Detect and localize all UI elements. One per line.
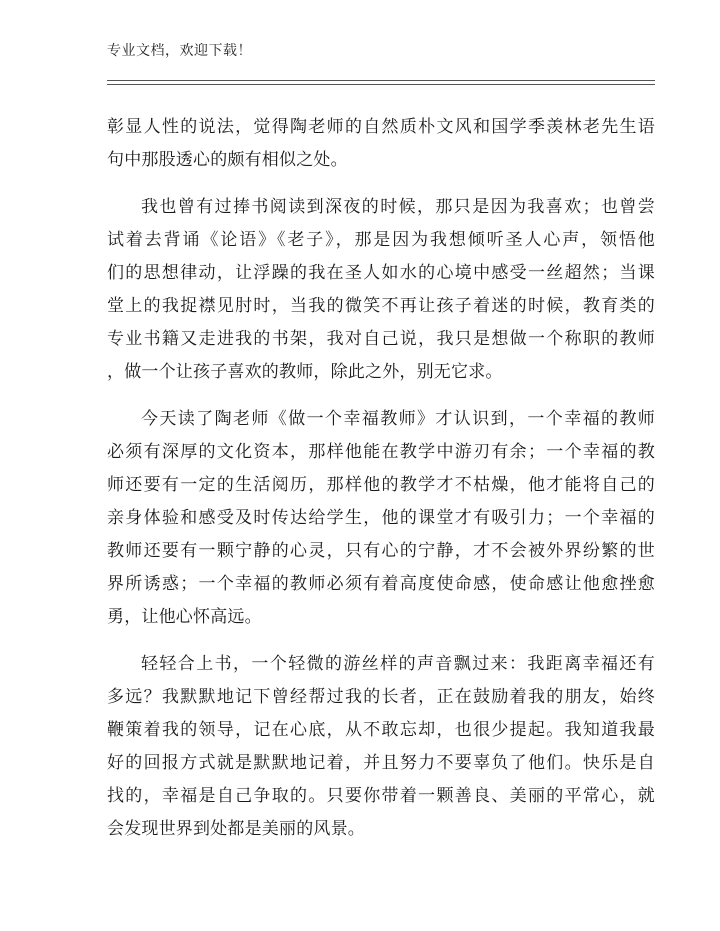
paragraph: [107, 403, 655, 634]
header-rule-top: [107, 80, 655, 81]
text-line: 鞭策着我的领导，记在心底，从不敢忘却，也很少提起。我知道我最: [107, 720, 655, 740]
text-line: 今天读了陶老师《做一个幸福教师》才认识到，一个幸福的教师: [141, 409, 655, 429]
paragraph: [107, 111, 655, 177]
text-line: 必须有深厚的文化资本，那样他能在教学中游刃有余；一个幸福的教: [107, 442, 655, 462]
text-line: 堂上的我捉襟见肘时，当我的微笑不再让孩子着迷的时候，教育类的: [107, 296, 655, 316]
text-line: 会发现世界到处都是美丽的风景。: [107, 819, 365, 839]
paragraph: [107, 191, 655, 389]
text-line: 找的，幸福是自己争取的。只要你带着一颗善良、美丽的平常心，就: [107, 786, 655, 806]
text-line: 好的回报方式就是默默地记着，并且努力不要辜负了他们。快乐是自: [107, 753, 655, 773]
page-header: 专业文档，欢迎下载！: [107, 43, 252, 59]
text-line: 教师还要有一颗宁静的心灵，只有心的宁静，才不会被外界纷繁的世: [107, 541, 655, 561]
header-rule-bottom: [107, 84, 655, 85]
text-line: 亲身体验和感受及时传达给学生，他的课堂才有吸引力；一个幸福的: [107, 508, 655, 528]
text-line: 彰显人性的说法，觉得陶老师的自然质朴文风和国学季羡林老先生语: [107, 117, 655, 137]
text-line: 勇，让他心怀高远。: [107, 607, 262, 627]
text-line: 师还要有一定的生活阅历，那样他的教学才不枯燥，他才能将自己的: [107, 475, 655, 495]
text-line: 专业书籍又走进我的书架，我对自己说，我只是想做一个称职的教师: [107, 329, 655, 349]
text-line: 界所诱惑；一个幸福的教师必须有着高度使命感，使命感让他愈挫愈: [107, 574, 655, 594]
paragraph: [107, 648, 655, 846]
text-line: 多远？我默默地记下曾经帮过我的长者，正在鼓励着我的朋友，始终: [107, 687, 655, 707]
document-body: [107, 111, 655, 860]
text-line: 试着去背诵《论语》《老子》，那是因为我想倾听圣人心声，领悟他: [107, 230, 655, 250]
text-line: ，做一个让孩子喜欢的教师，除此之外，别无它求。: [107, 362, 503, 382]
text-line: 句中那股透心的颇有相似之处。: [107, 150, 348, 170]
text-line: 轻轻合上书，一个轻微的游丝样的声音飘过来：我距离幸福还有: [141, 654, 655, 674]
text-line: 们的思想律动，让浮躁的我在圣人如水的心境中感受一丝超然；当课: [107, 263, 655, 283]
text-line: 我也曾有过捧书阅读到深夜的时候，那只是因为我喜欢；也曾尝: [141, 197, 655, 217]
